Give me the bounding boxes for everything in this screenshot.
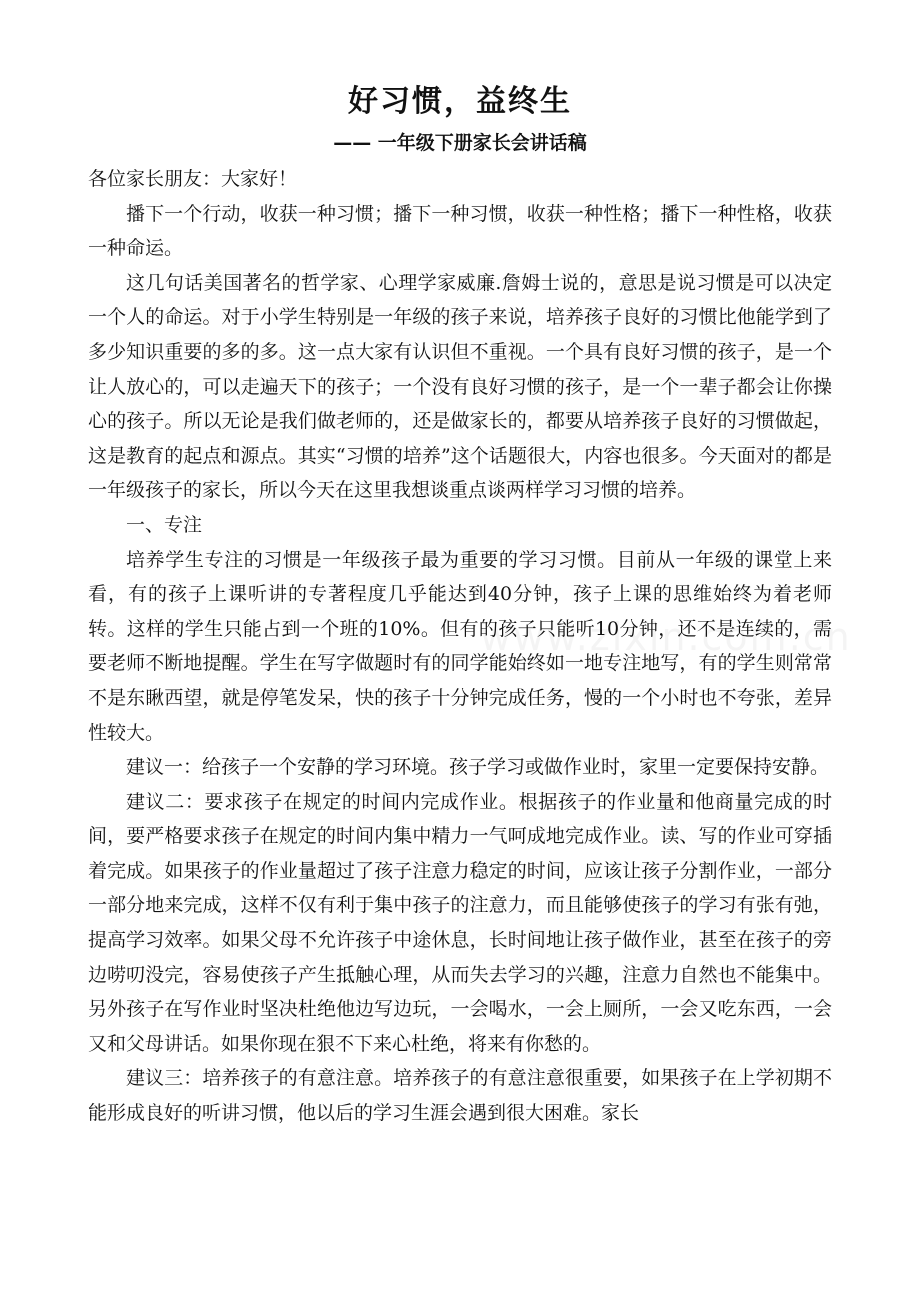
paragraph-intro: 这几句话美国著名的哲学家、心理学家威廉.詹姆士说的，意思是说习惯是可以决定一个人的命运。对于小学生特别是一年级的孩子来说，培养孩子良好的习惯比他能学到了多少知识重要的多的多。这一点大家有认识但不重视。一个具有良好习惯的孩子，是一个让人放心的，可以走遍天下的孩子；一个没有良好习惯的孩子，是一个一辈子都会让你操心的孩子。所以无论是我们做老师的，还是做家长的，都要从培养孩子良好的习惯做起，这是教育的起点和源点。其实“习惯的培养”这个话题很大，内容也很多。今天面对的都是一年级孩子的家长，所以今天在这里我想谈重点谈两样学习习惯的培养。 [88,271,832,502]
section-heading-focus: 一、专注 [126,513,203,536]
paragraph-suggestion-2: 建议二：要求孩子在规定的时间内完成作业。根据孩子的作业量和他商量完成的时间，要严格要求孩子在规定的时间内集中精力一气呵成地完成作业。读、写的作业可穿插着完成。如果孩子的作业量超过了孩子注意力稳定的时间，应该让孩子分割作业，一部分一部分地来完成，这样不仅有利于集中孩子的注意力，而且能够使孩子的学习有张有弛，提高学习效率。如果父母不允许孩子中途休息，长时间地让孩子做作业，甚至在孩子的旁边唠叨没完，容易使孩子产生抵触心理，从而失去学习的兴趣，注意力自然也不能集中。另外孩子在写作业时坚决杜绝他边写边玩，一会喝水，一会上厕所，一会又吃东西，一会又和父母讲话。如果你现在狠不下来心杜绝，将来有你愁的。 [88,790,832,1055]
salutation: 各位家长朋友：大家好！ [88,168,298,190]
document-title: 好习惯，益终生 [348,84,572,119]
paragraph-opening-quote: 播下一个行动，收获一种习惯；播下一种习惯，收获一种性格；播下一种性格，收获一种命运。 [88,202,832,260]
paragraph-focus-habit: 培养学生专注的习惯是一年级孩子最为重要的学习习惯。目前从一年级的课堂上来看，有的孩子上课听讲的专著程度几乎能达到40分钟，孩子上课的思维始终为着老师转。这样的学生只能占到一个班的10%。但有的孩子只能听10分钟，还不是连续的，需要老师不断地提醒。学生在写字做题时有的同学能始终如一地专注地写，有的学生则常常不是东瞅西望，就是停笔发呆，快的孩子十分钟完成任务，慢的一个小时也不夸张，差异性较大。 [88,548,832,744]
paragraph-suggestion-3: 建议三：培养孩子的有意注意。培养孩子的有意注意很重要，如果孩子在上学初期不能形成良好的听讲习惯，他以后的学习生涯会遇到很大困难。家长 [88,1067,832,1125]
watermark [480,615,852,659]
paragraph-suggestion-1: 建议一：给孩子一个安静的学习环境。孩子学习或做作业时，家里一定要保持安静。 [126,756,830,779]
document-subtitle: —— 一年级下册家长会讲话稿 [333,132,587,154]
